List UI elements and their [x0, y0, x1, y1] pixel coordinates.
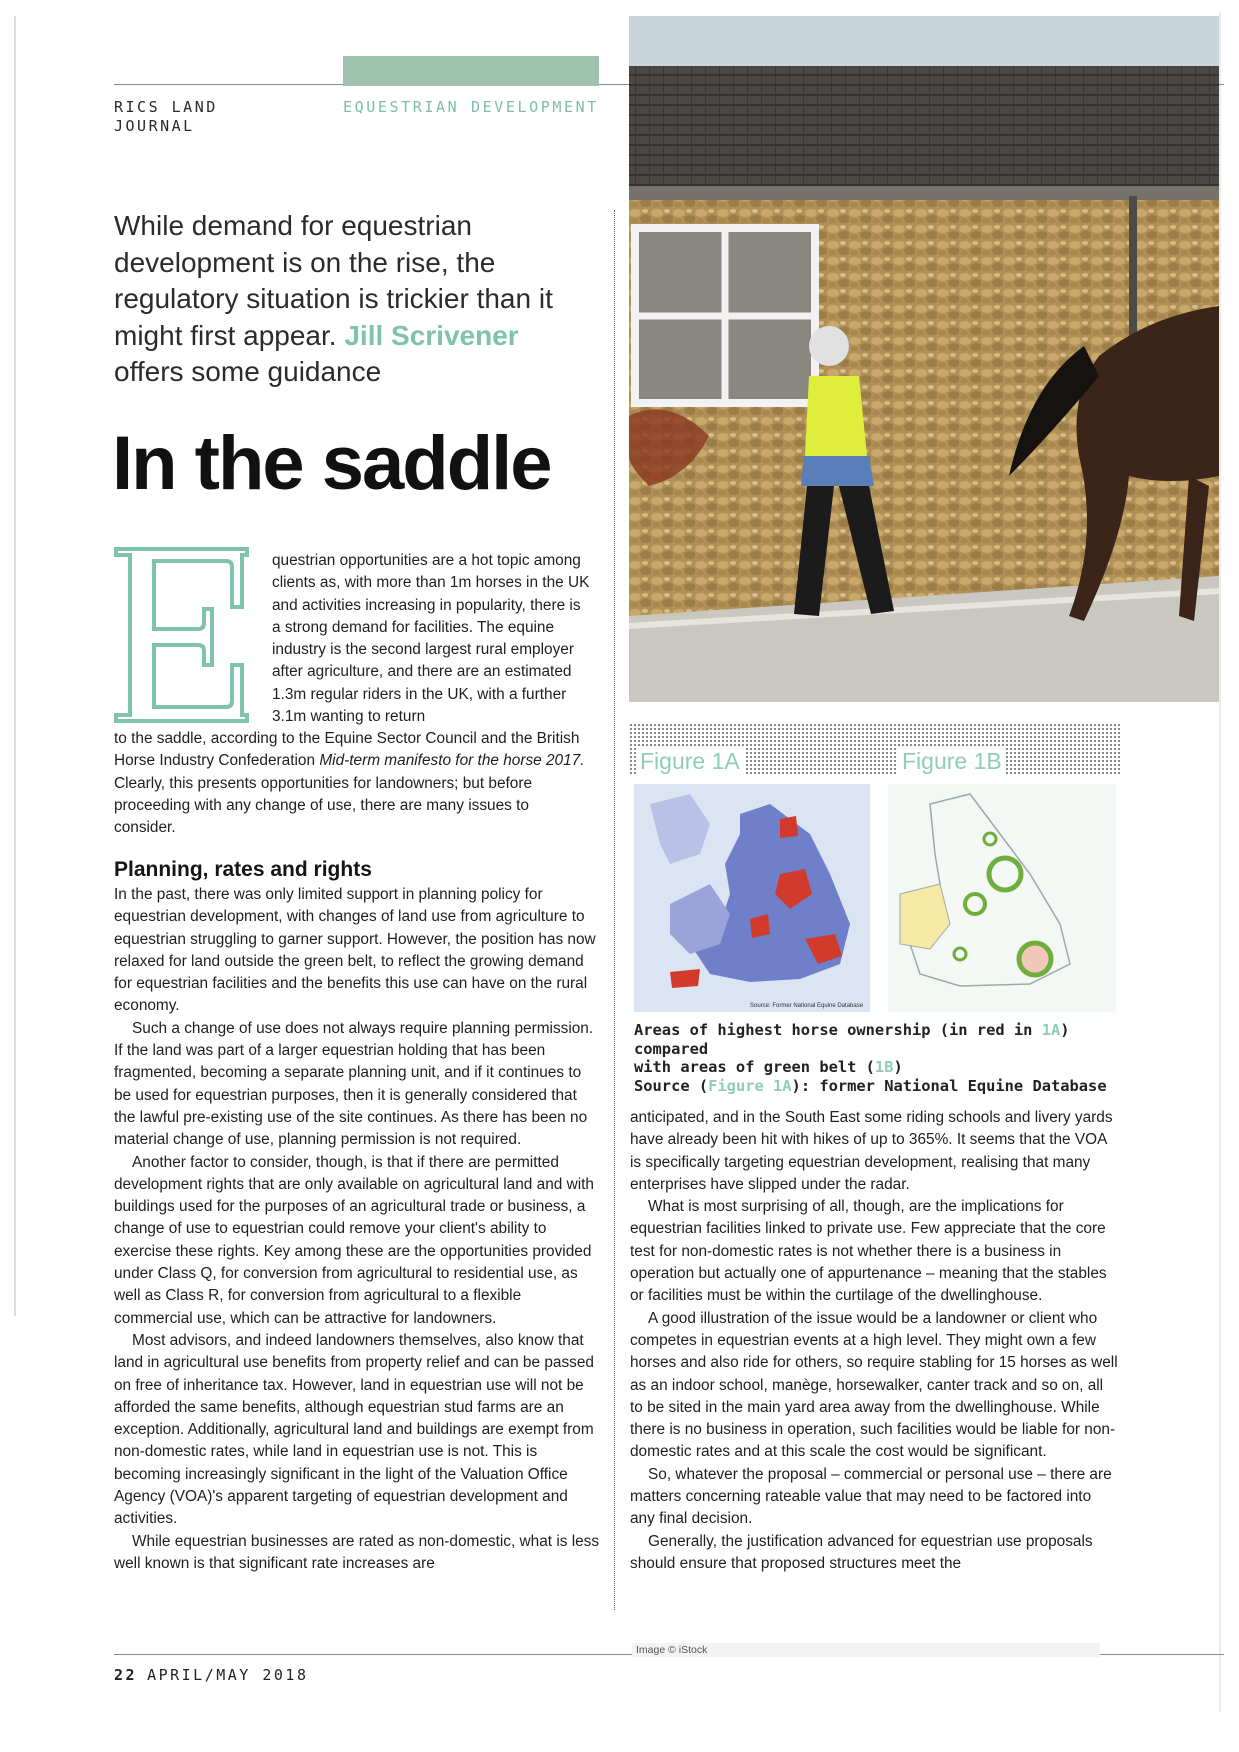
- standfirst: [114, 208, 614, 391]
- caption-line-2: with areas of green belt (1B): [634, 1058, 903, 1076]
- caption-line-3: Source (Figure 1A): former National Equine Database: [634, 1076, 1107, 1095]
- intro-rest-b: Clearly, this presents opportunities for landowners; but before proceeding with any change of use, there are many issues to consider.: [114, 774, 533, 837]
- article-headline: In the saddle: [112, 421, 551, 506]
- standfirst-text: While demand for equestrian development is on the rise, the regulatory situation is trickier than it might first appear.: [114, 210, 553, 351]
- folio: [114, 1666, 309, 1684]
- intro-first-part: questrian opportunities are a hot topic among clients as, with more than 1m horses in the UK and activities increasing in popularity, there is a strong demand for facilities. The equine industry is the second largest rural employer after agriculture, and there are an estimated 1.3m regular riders in the UK, with a further 3.1m wanting to return: [272, 552, 590, 726]
- section-heading: Planning, rates and rights: [114, 858, 372, 881]
- page-fold-line: [14, 16, 16, 1316]
- publication-name: [114, 98, 254, 136]
- map-source-note: Source: Former National Equine Database: [750, 1003, 864, 1009]
- standfirst-tail: offers some guidance: [114, 356, 382, 387]
- page-number: 22: [114, 1666, 138, 1684]
- intro-rest-italic: Mid-term manifesto for the horse 2017.: [319, 752, 585, 770]
- col2-paragraph: So, whatever the proposal – commercial or personal use – there are matters concerning rateable value that may need to be factored into any final decision.: [630, 1465, 1112, 1528]
- col1-paragraph: While equestrian businesses are rated as non-domestic, what is less well known is that significant rate increases are: [114, 1532, 600, 1572]
- intro-rest-a: to the saddle, according to the Equine Sector Council and the British Horse Industry Confederation: [114, 730, 580, 770]
- issue-date: APRIL/MAY 2018: [147, 1666, 309, 1684]
- image-credit: Image © iStock: [632, 1643, 1100, 1657]
- horse-rider-illustration: [629, 16, 1219, 702]
- section-color-bar: [343, 56, 599, 86]
- col1-paragraph: In the past, there was only limited support in planning policy for equestrian development, with changes of land use from agriculture to equestrian struggling to garner support. However, the position has now relaxed for land outside the green belt, to reflect the growing demand for equestrian facilities and the benefits this use can have on the rural economy.: [114, 886, 596, 1015]
- col2-paragraph: anticipated, and in the South East some riding schools and livery yards have already been hit with hikes of up to 365%. It seems that the VOA is specifically targeting equestrian development, realising that many enterprises have slipped under the radar.: [630, 1109, 1113, 1193]
- figure-1a-label: Figure 1A: [636, 748, 744, 775]
- section-label: EQUESTRIAN DEVELOPMENT: [343, 98, 599, 116]
- publication-name-line1: RICS LAND: [114, 98, 218, 116]
- column-2: [630, 1107, 1120, 1575]
- column-1: [114, 884, 600, 1575]
- figure-1b-label: Figure 1B: [898, 748, 1006, 775]
- publication-name-line2: JOURNAL: [114, 117, 195, 135]
- author-name: Jill Scrivener: [344, 319, 519, 351]
- col2-paragraph: A good illustration of the issue would be a landowner or client who competes in equestrian events at a high level. They might own a few horses and also ride for others, so require stabling for 15 horses as well as an indoor school, manège, horsewalker, canter track and so on, all to be sited in the main yard area away from the dwellinghouse. While there is no business in operation, such facilities would be liable for non-domestic rates and at this scale the cost would be significant.: [630, 1309, 1118, 1461]
- col1-paragraph: Another factor to consider, though, is that if there are permitted development rights that are only available on agricultural land and with buildings used for the purposes of an agricultural trade or business, a change of use to equestrian could remove your client's ability to exercise these rights. Key among these are the opportunities provided under Class Q, for conversion from agricultural to residential use, as well as Class R, for conversion from agricultural to a flexible commercial use, which can be attractive for landowners.: [114, 1153, 594, 1327]
- hero-photo: [629, 16, 1219, 702]
- intro-rest: [114, 728, 590, 839]
- col2-paragraph: Generally, the justification advanced for equestrian use proposals should ensure that proposed structures meet the: [630, 1532, 1093, 1572]
- col1-paragraph: Such a change of use does not always require planning permission. If the land was part of a larger equestrian holding that has been fragmented, becoming a separate planning unit, and if it continues to be used for equestrian purposes, then it is generally considered that the lawful pre-existing use of the site continues. As there has been no material change of use, planning permission is not required.: [114, 1019, 594, 1149]
- caption-line-1: Areas of highest horse ownership (in red in 1A) compared: [634, 1021, 1070, 1058]
- column-separator: [614, 210, 615, 1610]
- col2-paragraph: What is most surprising of all, though, are the implications for equestrian facilities linked to private use. Few appreciate that the core test for non-domestic rates is not whether there is a business in operation but actually one of appurtenance – meaning that the stables or facilities must be within the curtilage of the dwellinghouse.: [630, 1198, 1107, 1305]
- dropcap-letter-e: [114, 547, 249, 723]
- page-edge-shadow: [1219, 12, 1221, 1712]
- col1-paragraph: Most advisors, and indeed landowners themselves, also know that land in agricultural use benefits from property relief and can be passed on free of inheritance tax. However, land in equestrian use will not be afforded the same benefits, although equestrian stud farms are an exception. Additionally, agricultural land and buildings are exempt from non-domestic rates, while land in equestrian use is not. This is becoming increasingly significant in the light of the Valuation Office Agency (VOA)'s apparent targeting of equestrian development and activities.: [114, 1331, 594, 1528]
- figure-caption: [634, 1021, 1124, 1095]
